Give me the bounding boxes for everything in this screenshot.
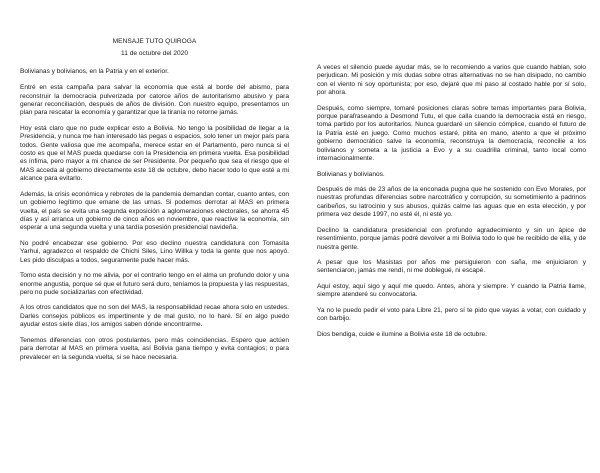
paragraph: Después de más de 23 años de la enconada pugna que he sostenido con Evo Morales, por nuestras profundas diferencias sobre narcotráfico y corrupción, su sometimiento a padrinos caribeños, su latrocinio y sus abusos, quizás calme las aguas que en esta elección, y por primera vez desde 1997, no esté él, ni esté yo. xyxy=(317,186,586,219)
document-date: 11 de octubre del 2020 xyxy=(121,50,188,58)
paragraph: Además, la crisis económica y rebrotes de la pandemia demandan contar, cuanto antes, con un gobierno legítimo que emane de las urnas. Si podemos derrotar al MAS en primera vuelta, el país se evita una segunda exposición a aglomeraciones electorales, se ahorra 45 días y así arranca un gobierno de cinco años en noviembre, que reactive la economía, sin esperar a una segunda vuelta y una tardía posesión presidencial navideña. xyxy=(20,190,289,232)
paragraph: Tenemos diferencias con otros postulantes, pero más coincidencias. Espero que actúen para derrotar al MAS en primera vuelta, así Bolivia gana tiempo y evita contagios; o para prevalecer en la segunda vuelta, si se hace necesaria. xyxy=(20,336,289,361)
paragraph: Declino la candidatura presidencial con profundo agradecimiento y sin un ápice de resentimiento, porque jamás podré devolver a mi Bolivia todo lo que he recibido de ella, y de nuestra gente. xyxy=(317,226,586,251)
paragraph: Aquí estoy, aquí sigo y aquí me quedo. Antes, ahora y siempre. Y cuando la Patria llame, siempre atenderé su convocatoria. xyxy=(317,283,586,299)
paragraph: A veces el silencio puede ayudar más, se lo recomiendo a varios que cuando hablan, solo perjudican. Mi posición y mis dudas sobre otras alternativas no se han disipado, no cambio con el viento ni soy oportunista; por eso, dejaré que mi paso al costado hable por sí solo, por ahora. xyxy=(317,64,586,97)
paragraph: Ya no le puedo pedir el voto para Libre 21, pero sí te pido que vayas a votar, con cuidado y con barbijo. xyxy=(317,306,586,323)
left-column xyxy=(20,38,289,369)
document-title: MENSAJE TUTO QUIROGA xyxy=(112,38,197,45)
closing-line: Dios bendiga, cuide e ilumine a Bolivia este 18 de octubre. xyxy=(317,330,487,338)
right-column xyxy=(317,38,586,369)
section-salutation: Bolivianas y bolivianos. xyxy=(317,170,385,178)
paragraph: Hoy está claro que no pude explicar esto a Bolivia. No tengo la posibilidad de llegar a la Presidencia, y nunca me han interesado las pegas o espacios, solo tener un mejor país para todos. Gente valiosa que me acompaña, merece estar en el Parlamento, pero nunca si el costo es que el MAS pueda quedarse con la Presidencia en primera vuelta. Esa posibilidad es ínfima, pero mayor a mi chance de ser Presidente. Por pequeño que sea el riesgo que el MAS acceda al gobierno directamente este 18 de octubre, debo hacer todo lo que esté a mi alcance para evitarlo. xyxy=(20,124,289,183)
salutation: Bolivianas y bolivianos, en la Patria y en el exterior. xyxy=(20,67,169,75)
paragraph: A pesar que los Masistas por años me persiguieron con saña, me enjuiciaron y sentenciaron, jamás me rendí, ni me doblegué, ni escapé. xyxy=(317,259,586,275)
two-column-layout xyxy=(20,38,586,369)
paragraph: Entré en esta campaña para salvar la economía que está al borde del abismo, para reconstruir la democracia pulverizada por catorce años de autoritarismo abusivo y para generar reconciliación, después de años de división. Con nuestro equipo, presentamos un plan para rescatar la economía y garantizar que la tiranía no retorne jamás. xyxy=(20,84,289,117)
paragraph: A los otros candidatos que no son del MAS, la responsabilidad recae ahora solo en ustedes. Darles consejos públicos es impertinente y de mal gusto, no lo haré. Sí en algo puedo ayudar estos siete días, los amigos saben dónde encontrarme. xyxy=(20,304,289,329)
paragraph: Después, como siempre, tomaré posiciones claras sobre temas importantes para Bolivia, porque parafraseando a Desmond Tutu, el que calla cuando la democracia está en riesgo, toma partido por los autoritarios. Nunca guardaré un silencio cómplice, cuando el futuro de la Patria esté en juego. Como muchos estaré, pitita en mano, atento a que el próximo gobierno democrático salve la economía, reconstruya la democracia, reconcilie a los bolivianos y someta a la justicia a Evo y a su cuadrilla criminal, tanto local como internacionalmente. xyxy=(317,104,586,162)
paragraph: Tomo esta decisión y no me alivia, por el contrario tengo en el alma un profundo dolor y una enorme angustia, porque sé que el futuro será duro, teníamos la propuesta y las respuestas, pero no pude socializarlas con efectividad. xyxy=(20,272,289,296)
paragraph: No podré encabezar ese gobierno. Por eso declino nuestra candidatura con Tomasita Yarhui, agradezco el respaldo de Chichi Siles, Lino Willka y toda la gente que nos apoyó. Les pido disculpas a todos, seguramente pude hacer más. xyxy=(20,239,289,264)
